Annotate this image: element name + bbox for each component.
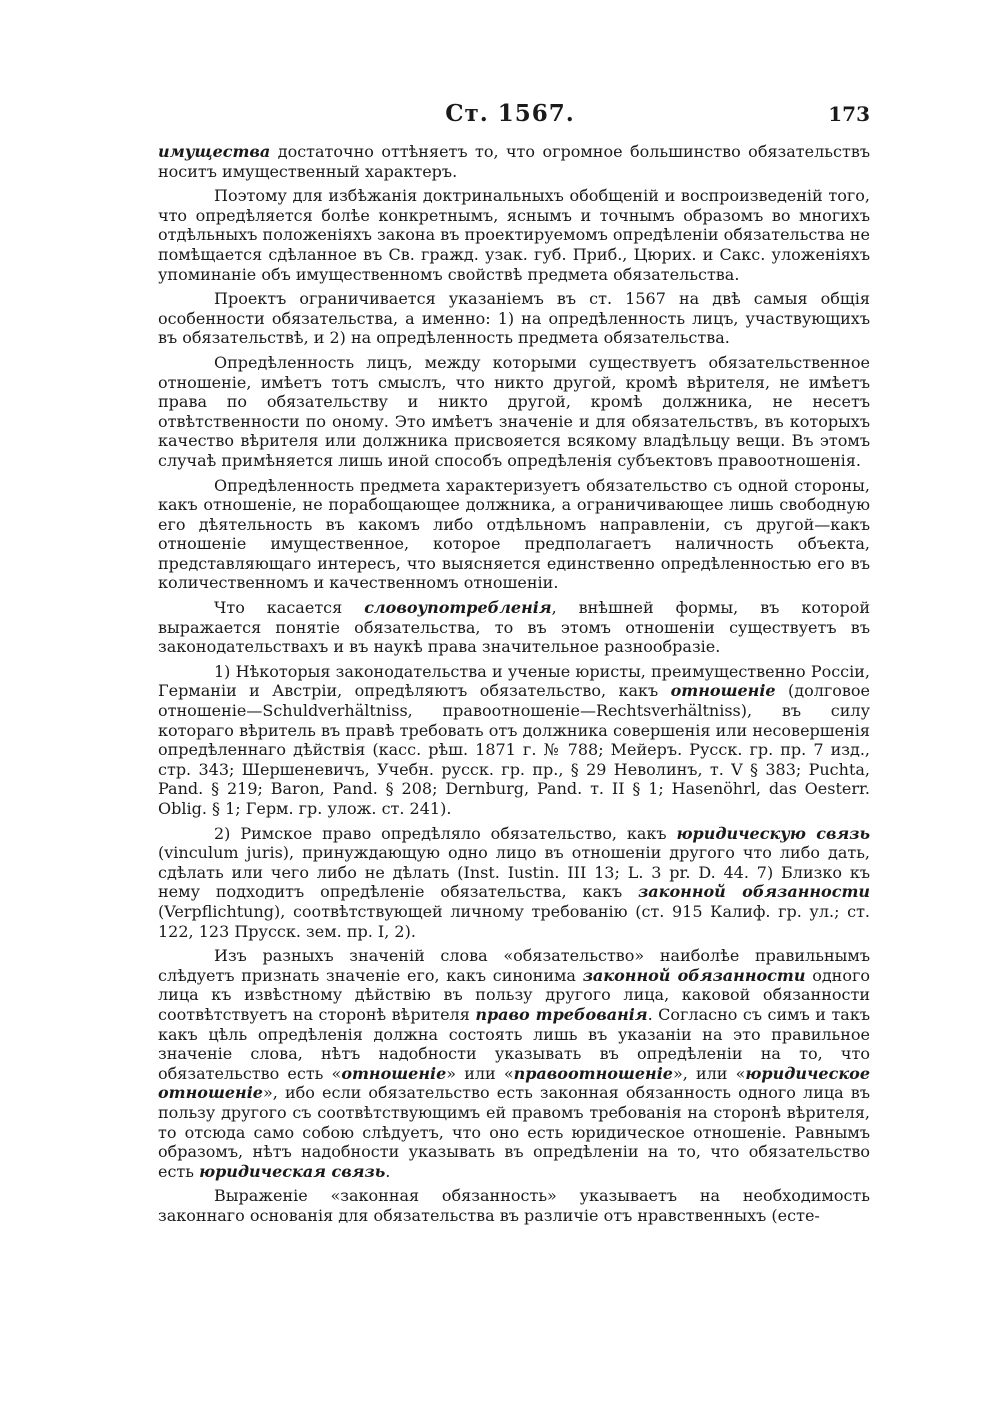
text-run: » или « [446,1063,514,1083]
text-run: достаточно оттѣняетъ то, что огромное большинство обязательствъ носитъ имущественный характеръ. [158,142,870,181]
text-run: Поэтому для избѣжанія доктринальныхъ обобщеній и воспроизведеній того, что опредѣляется болѣе конкретнымъ, яснымъ и точнымъ образомъ во многихъ отдѣльныхъ положеніяхъ закона въ проектируемомъ опредѣленіи обязательства не помѣщается сдѣланное въ Св. гражд. узак. губ. Приб., Цюрих. и Сакс. уложеніяхъ упоминаніе объ имущественномъ свойствѣ предмета обязательства. [158,186,870,284]
paragraph [158,142,870,181]
paragraph [158,353,870,471]
page-header [150,100,870,140]
italic-term: имущества [158,142,271,161]
italic-term: правоотношеніе [513,1063,673,1083]
text-run: (vinculum juris), принуждающую одно лицо въ отношеніи другого что либо дать, сдѣлать или чего либо не дѣлать (Inst. Iustin. III 13; L. 3 pr. D. 44. 7) Близко къ нему подходитъ опредѣленіе обязательства, какъ [158,843,870,902]
text-run: (долговое отношеніе—Schuldverhältniss, правоотношеніе—Rechtsverhältniss), въ силу котораго вѣритель въ правѣ требовать отъ должника совершенія или несовершенія опредѣленнаго дѣйствія (касс. рѣш. 1871 г. № 788; Мейеръ. Русск. гр. пр. 7 изд., стр. 343; Шершеневичъ, Учебн. русск. гр. пр., § 29 Неволинъ, т. V § 383; Puchta, Pand. § 219; Baron, Pand. § 208; Dernburg, Pand. т. II § 1; Hasenöhrl, das Oesterr. Oblig. § 1; Герм. гр. улож. ст. 241). [158,681,871,818]
italic-term: юридическую связь [676,823,870,843]
text-run: . Согласно съ симъ и такъ какъ цѣль опредѣленія должна состоять лишь въ указаніи на это правильное значеніе слова, нѣтъ надобности указывать въ опредѣленіи на то, что обязательство есть « [158,1004,871,1083]
text-run: Выраженіе «законная обязанность» указываетъ на необходимость законнаго основанія для обязательства въ различіе отъ нравственныхъ (есте- [158,1186,870,1225]
text-run: (Verpflichtung), соотвѣтствующей личному требованію (ст. 915 Калиф. гр. ул.; ст. 122, 123 Прусск. зем. пр. I, 2). [158,901,870,941]
paragraph [158,1186,870,1225]
text-run: 2) Римское право опредѣляло обязательство, какъ [214,823,677,843]
text-run: », или « [672,1063,746,1083]
text-run: , внѣшней формы, въ которой выражается понятіе обязательства, то въ этомъ отношеніи существуетъ въ законодательствахъ и въ наукѣ права значительное разнообразіе. [158,598,871,657]
paragraph [158,662,870,819]
text-run: Опредѣленность лицъ, между которыми существуетъ обязательственное отношеніе, имѣетъ тотъ смыслъ, что никто другой, кромѣ вѣрителя, не имѣетъ права по обязательству и никто другой, кромѣ должника, не несетъ отвѣтственности по оному. Это имѣетъ значеніе и для обязательствъ, въ которыхъ качество вѣрителя или должника присвояется всякому владѣльцу вещи. Въ этомъ случаѣ примѣняется лишь иной способъ опредѣленія субъектовъ правоотношенія. [158,352,870,470]
paragraph [158,289,870,348]
italic-term: законной обязанности [638,882,871,902]
text-run: 1) Нѣкоторыя законодательства и ученые юристы, преимущественно Россіи, Германіи и Австріи, опредѣляютъ обязательство, какъ [158,661,870,701]
body-text [158,142,870,1230]
text-run: Проектъ ограничивается указаніемъ въ ст. 1567 на двѣ самыя общія особенности обязательства, а именно: 1) на опредѣленность лицъ, участвующихъ въ обязательствѣ, и 2) на опредѣленность предмета обязательства. [158,289,870,348]
italic-term: юридическое отношеніе [158,1063,870,1103]
article-title: Ст. 1567. [445,100,575,127]
text-run: », ибо если обязательство есть законная обязанность одного лица въ пользу другого съ соотвѣтствующимъ ей правомъ требованія на сторонѣ вѣрителя, то отсюда само собою слѣдуетъ, что оно есть юридическое отношеніе. Равнымъ образомъ, нѣтъ надобности указывать въ опредѣленіи на то, что обязательство есть [158,1083,870,1181]
paragraph [158,476,870,594]
paragraph [158,598,870,657]
text-run: одного лица къ извѣстному дѣйствію въ пользу другого лица, каковой обязанности соотвѣтствуетъ на сторонѣ вѣрителя [158,965,870,1024]
text-run: Опредѣленность предмета характеризуетъ обязательство съ одной стороны, какъ отношеніе, не порабощающее должника, а ограничивающее лишь свободную его дѣятельность въ какомъ либо отдѣльномъ направленіи, съ другой—какъ отношеніе имущественное, которое предполагаетъ наличность объекта, представляющаго интересъ, что выясняется единственно опредѣленностью его въ количественномъ и качественномъ отношеніи. [158,475,870,593]
paragraph [158,946,870,1181]
page-number: 173 [828,102,870,126]
italic-term: законной обязанности [582,965,806,985]
text-run: Что касается [214,598,365,618]
italic-term: право требованія [475,1004,648,1024]
text-run: Изъ разныхъ значеній слова «обязательство» наиболѣе правильнымъ слѣдуетъ признать значеніе его, какъ синонима [158,946,870,985]
paragraph [158,186,870,284]
italic-term: юридическая связь [199,1161,386,1181]
paragraph [158,824,870,942]
italic-term: отношеніе [670,681,776,701]
text-run: . [385,1161,391,1181]
italic-term: отношеніе [341,1063,447,1083]
italic-term: словоупотребленія [364,598,552,618]
